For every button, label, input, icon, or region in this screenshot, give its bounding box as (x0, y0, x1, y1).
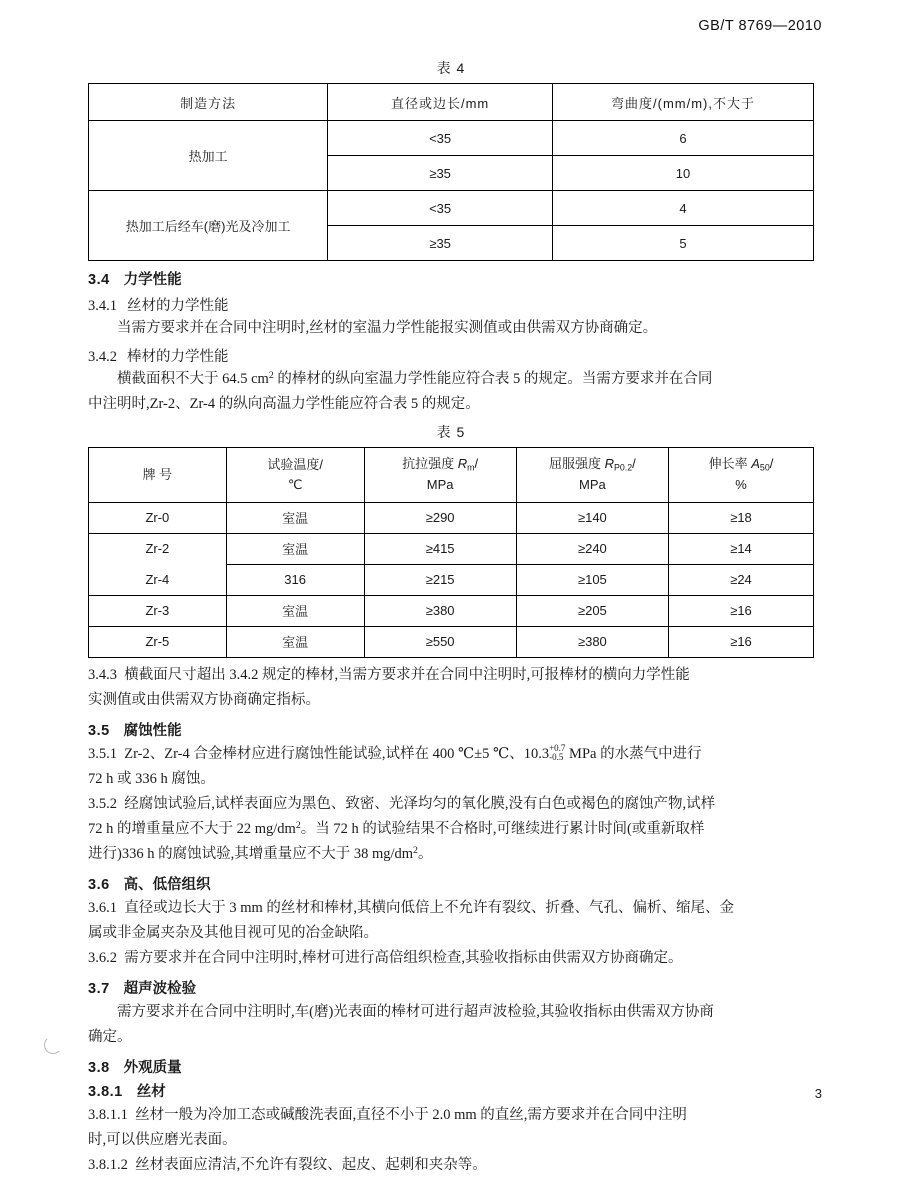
table5-cell-grade: Zr-2 (89, 533, 227, 564)
table4-cell-value: 4 (553, 191, 814, 226)
paragraph-3-4-2-line1 (88, 367, 814, 391)
subsection-title: 丝材的力学性能 (127, 298, 229, 314)
clause-number: 3.6.1 (88, 899, 117, 916)
table5-cell-grade: Zr-5 (89, 626, 227, 657)
paragraph-3-4-1: 当需方要求并在合同中注明时,丝材的室温力学性能报实测值或由供需双方协商确定。 (117, 320, 658, 336)
text-run: 横截面积不大于 64.5 cm (117, 371, 269, 388)
table-row (89, 121, 814, 156)
table4-cell-value: 10 (553, 156, 814, 191)
text-run: 进行)336 h 的腐蚀试验,其增重量应不大于 38 mg/dm (88, 845, 414, 862)
clause-3-5-2-line2 (88, 817, 814, 841)
tolerance-fraction (549, 744, 565, 762)
table5-header-tensile (364, 448, 516, 502)
tolerance-upper: +0.7 (549, 742, 566, 753)
clause-3-5-1-line2: 72 h 或 336 h 腐蚀。 (88, 770, 215, 787)
table5 (88, 447, 814, 657)
table5-cell-rp: ≥105 (516, 564, 668, 595)
page-content (88, 52, 814, 1178)
section-heading-3-5 (88, 719, 814, 740)
table-row (89, 84, 814, 121)
text-run: 。 (417, 845, 433, 862)
header-line2: MPa (426, 477, 454, 493)
section-number: 3.7 (88, 981, 110, 998)
section-number: 3.4 (88, 272, 110, 288)
clause-text: 丝材表面应清洁,不允许有裂纹、起皮、起刺和夹杂等。 (135, 1157, 487, 1174)
clause-text-cont: MPa 的水蒸气中进行 (565, 745, 702, 762)
section-heading-3-8 (88, 1056, 814, 1077)
table5-cell-grade: Zr-3 (89, 595, 227, 626)
superscript: 2 (295, 819, 301, 831)
table4-cell-value: 6 (553, 121, 814, 156)
table5-cell-temp: 室温 (226, 502, 364, 533)
page-header: GB/T 8769—2010 (698, 18, 822, 34)
clause-3-8-1-2-line1 (88, 1153, 814, 1177)
clause-3-5-1-line1 (88, 742, 814, 766)
table4-cell-value: 5 (553, 226, 814, 261)
section-title: 外观质量 (123, 1060, 182, 1077)
clause-number: 3.8.1.1 (88, 1107, 128, 1124)
section-title: 腐蚀性能 (123, 722, 182, 739)
table5-cell-a: ≥24 (669, 564, 814, 595)
table5-cell-rm: ≥550 (364, 626, 516, 657)
table-row (89, 595, 814, 626)
table5-cell-a: ≥16 (669, 626, 814, 657)
binding-mark (44, 1036, 62, 1054)
clause-3-6-2-line1 (88, 946, 814, 970)
table5-cell-rm: ≥415 (364, 533, 516, 564)
table4-cell-size: <35 (328, 121, 553, 156)
header-line1: 屈服强度 $R_{P0.2}/$ (548, 456, 636, 473)
subsection-title: 丝材 (136, 1084, 166, 1101)
clause-number: 3.4.3 (88, 666, 117, 683)
clause-text: 丝材一般为冷加工态或碱酸洗表面,直径不小于 2.0 mm 的直丝,需方要求并在合同中注明 (135, 1107, 687, 1124)
subsection-title: 棒材的力学性能 (127, 349, 229, 366)
table5-header-elongation (669, 448, 814, 502)
table-row (89, 533, 814, 564)
section-heading-3-7 (88, 977, 814, 998)
clause-3-8-1-1-line2: 时,可以供应磨光表面。 (88, 1132, 237, 1149)
table-row (89, 448, 814, 502)
clause-3-6-1-line2: 属或非金属夹杂及其他目视可见的冶金缺陷。 (88, 925, 378, 941)
table4-cell-size: ≥35 (328, 226, 553, 261)
clause-3-5-2-line1 (88, 792, 814, 816)
page-number: 3 (814, 1086, 822, 1101)
header-line1: 伸长率 $A_{50}/$ (708, 456, 774, 473)
section-title: 力学性能 (123, 272, 182, 288)
clause-text: 经腐蚀试验后,试样表面应为黑色、致密、光泽均匀的氧化膜,没有白色或褐色的腐蚀产物,试样 (124, 795, 716, 812)
table5-header-temp (226, 448, 364, 502)
clause-3-6-1-line1 (88, 896, 814, 920)
header-line2: ℃ (287, 476, 303, 492)
table5-header-yield (516, 448, 668, 502)
table5-cell-a: ≥16 (669, 595, 814, 626)
text-run: 的棒材的纵向室温力学性能应符合表 5 的规定。当需方要求并在合同 (273, 371, 713, 388)
table-row (89, 564, 814, 595)
section-number: 3.6 (88, 876, 110, 893)
header-line1: 牌 号 (142, 466, 173, 482)
table4-header-bend: 弯曲度/(mm/m),不大于 (553, 84, 814, 121)
table4-cell-method: 热加工 (89, 121, 328, 191)
tolerance-lower: -0.5 (549, 751, 564, 762)
table5-cell-temp: 室温 (226, 595, 364, 626)
subsection-number: 3.4.1 (88, 298, 117, 314)
superscript: 2 (268, 370, 274, 382)
subsection-heading-3-4-2 (88, 345, 814, 366)
table5-cell-a: ≥18 (669, 502, 814, 533)
table5-cell-temp: 室温 (226, 533, 364, 564)
clause-3-4-3-line1 (88, 663, 814, 687)
table5-caption: 表 5 (436, 424, 466, 441)
table5-cell-a: ≥14 (669, 533, 814, 564)
table5-cell-rp: ≥205 (516, 595, 668, 626)
clause-3-5-2-line3 (88, 842, 814, 866)
table5-cell-temp: 室温 (226, 626, 364, 657)
table4-cell-size: ≥35 (328, 156, 553, 191)
clause-text: 横截面尺寸超出 3.4.2 规定的棒材,当需方要求并在合同中注明时,可报棒材的横向力学性能 (124, 666, 690, 683)
section-title: 高、低倍组织 (123, 876, 211, 893)
table4-header-method: 制造方法 (89, 84, 328, 121)
clause-text: 直径或边长大于 3 mm 的丝材和棒材,其横向低倍上不允许有裂纹、折叠、气孔、偏析、缩尾、金 (124, 899, 735, 916)
table5-cell-rm: ≥290 (364, 502, 516, 533)
clause-number: 3.8.1.2 (88, 1157, 128, 1174)
table5-cell-rm: ≥380 (364, 595, 516, 626)
header-line2: MPa (579, 477, 606, 493)
clause-number: 3.5.2 (88, 795, 117, 812)
section-heading-3-6 (88, 873, 814, 894)
text-run: 。当 72 h 的试验结果不合格时,可继续进行累计时间(或重新取样 (300, 820, 705, 837)
header-line1: 试验温度/ (267, 456, 323, 472)
table-row (89, 191, 814, 226)
table5-cell-rp: ≥380 (516, 626, 668, 657)
clause-text: Zr-2、Zr-4 合金棒材应进行腐蚀性能试验,试样在 400 ℃±5 ℃、10.3 (124, 745, 550, 762)
table4-cell-size: <35 (328, 191, 553, 226)
table4-caption: 表 4 (436, 60, 466, 76)
table5-header-grade (89, 448, 227, 502)
table5-cell-temp: 316 (226, 564, 364, 595)
table-row (89, 626, 814, 657)
clause-text: 需方要求并在合同中注明时,棒材可进行高倍组织检查,其验收指标由供需双方协商确定。 (124, 950, 683, 967)
clause-number: 3.5.1 (88, 745, 117, 762)
clause-number: 3.6.2 (88, 950, 117, 967)
clause-3-4-3-line2: 实测值或由供需双方协商确定指标。 (88, 691, 320, 708)
table5-cell-rm: ≥215 (364, 564, 516, 595)
table5-cell-grade: Zr-4 (89, 564, 227, 595)
table5-cell-rp: ≥140 (516, 502, 668, 533)
table4 (88, 83, 814, 261)
section-number: 3.8 (88, 1060, 110, 1077)
paragraph-3-4-2-line2: 中注明时,Zr-2、Zr-4 的纵向高温力学性能应符合表 5 的规定。 (88, 396, 480, 413)
table4-header-size: 直径或边长/mm (328, 84, 553, 121)
paragraph-3-7-line1: 需方要求并在合同中注明时,车(磨)光表面的棒材可进行超声波检验,其验收指标由供需双方协商 (117, 1004, 714, 1021)
table4-cell-method: 热加工后经车(磨)光及冷加工 (89, 191, 328, 261)
subsection-number: 3.8.1 (88, 1084, 123, 1101)
superscript: 2 (413, 844, 418, 856)
header-line2: % (735, 477, 747, 493)
section-heading-3-4 (88, 268, 814, 289)
table5-cell-rp: ≥240 (516, 533, 668, 564)
table5-cell-grade: Zr-0 (89, 502, 227, 533)
section-title: 超声波检验 (123, 981, 197, 998)
header-line1: 抗拉强度 $R_m/$ (402, 456, 479, 473)
text-run: 72 h 的增重量应不大于 22 mg/dm (88, 820, 296, 837)
subsection-heading-3-8-1 (88, 1080, 814, 1101)
paragraph-3-7-line2: 确定。 (88, 1029, 132, 1046)
subsection-heading-3-4-1 (88, 294, 814, 315)
subsection-number: 3.4.2 (88, 349, 117, 366)
clause-3-8-1-1-line1 (88, 1103, 814, 1127)
table-row (89, 502, 814, 533)
section-number: 3.5 (88, 722, 110, 739)
